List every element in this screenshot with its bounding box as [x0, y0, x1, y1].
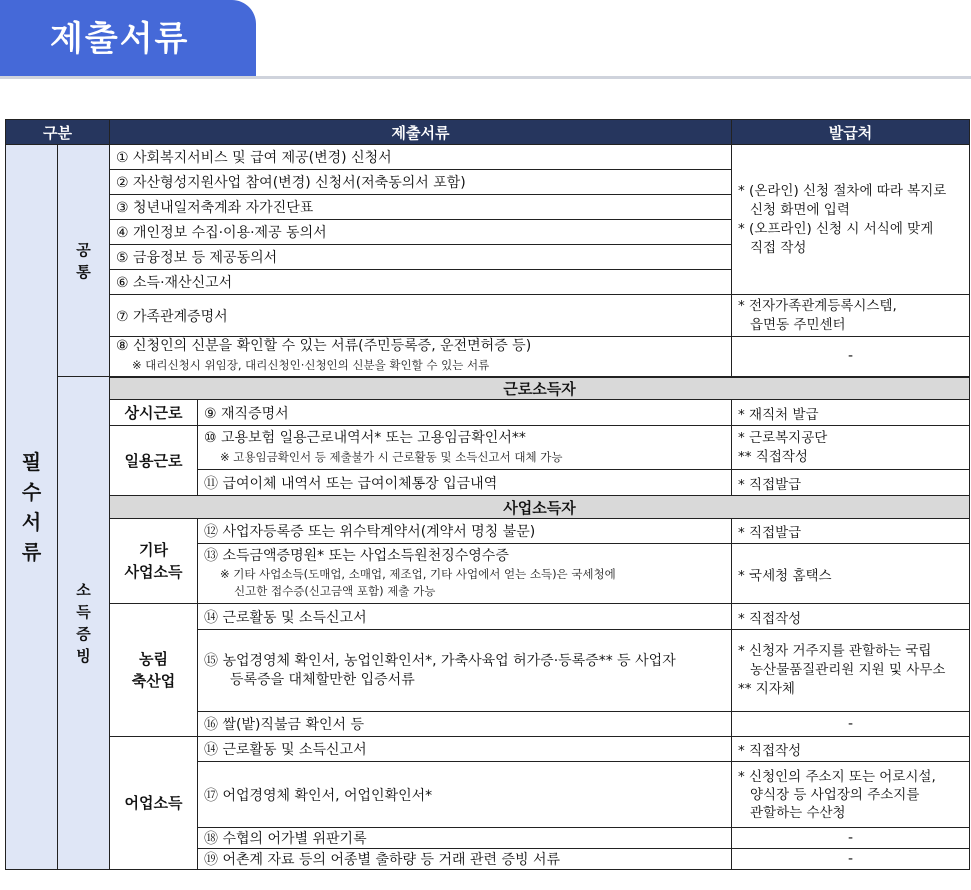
- group-income-proof: 소득증빙: [58, 377, 110, 870]
- doc-17: ⑰ 어업경영체 확인서, 어업인확인서*: [198, 762, 732, 828]
- header-issuer: 발급처: [732, 120, 970, 145]
- issuer-common: * (온라인) 신청 절차에 따라 복지로 신청 화면에 입력 * (오프라인) 신청 시 서식에 맞게 직접 작성: [732, 145, 970, 295]
- issuer-13: * 국세청 홈택스: [732, 544, 970, 604]
- doc-9: ⑨ 재직증명서: [198, 400, 732, 426]
- doc-1: ① 사회복지서비스 및 급여 제공(변경) 신청서: [110, 145, 732, 170]
- issuer-14-agri: * 직접작성: [732, 604, 970, 630]
- doc-16: ⑯ 쌀(밭)직불금 확인서 등: [198, 712, 732, 737]
- doc-15: ⑮ 농업경영체 확인서, 농업인확인서*, 가축사육업 허가증·등록증** 등 사업자 등록증을 대체할만한 입증서류: [198, 630, 732, 712]
- category-other-business: 기타 사업소득: [110, 519, 198, 604]
- documents-table: [5, 119, 970, 870]
- issuer-18: -: [732, 828, 970, 849]
- issuer-11: * 직접발급: [732, 470, 970, 496]
- section-labor-income: 근로소득자: [110, 377, 970, 400]
- doc-4: ④ 개인정보 수집·이용·제공 동의서: [110, 220, 732, 245]
- issuer-17: * 신청인의 주소지 또는 어로시설, 양식장 등 사업장의 주소지를 관할하는 수산청: [732, 762, 970, 828]
- issuer-7: * 전자가족관계등록시스템, 읍면동 주민센터: [732, 295, 970, 337]
- table-header-row: [6, 120, 970, 145]
- doc-13: ⑬ 소득금액증명원* 또는 사업소득원천징수영수증 ※ 기타 사업소득(도매업, 소매업, 제조업, 기타 사업에서 얻는 소득)은 국세청에 신고한 접수증(신고금액 포함) 제출 가능: [198, 544, 732, 604]
- page-title: 제출서류: [0, 0, 256, 78]
- issuer-15: * 신청자 거주지를 관할하는 국립 농산물품질관리원 지원 및 사무소 ** 지자체: [732, 630, 970, 712]
- doc-19: ⑲ 어촌계 자료 등의 어종별 출하량 등 거래 관련 증빙 서류: [198, 849, 732, 870]
- category-fishery: 어업소득: [110, 737, 198, 870]
- title-divider: [0, 76, 971, 79]
- issuer-19: -: [732, 849, 970, 870]
- category-daily: 일용근로: [110, 426, 198, 496]
- doc-14-fish: ⑭ 근로활동 및 소득신고서: [198, 737, 732, 762]
- doc-5: ⑤ 금융정보 등 제공동의서: [110, 245, 732, 270]
- doc-10: ⑩ 고용보험 일용근로내역서* 또는 고용임금확인서** ※ 고용임금확인서 등 제출불가 시 근로활동 및 소득신고서 대체 가능: [198, 426, 732, 470]
- category-agriculture: 농림 축산업: [110, 604, 198, 737]
- table-row: [6, 145, 970, 170]
- issuer-8: -: [732, 337, 970, 377]
- doc-14-agri: ⑭ 근로활동 및 소득신고서: [198, 604, 732, 630]
- doc-18: ⑱ 수협의 어가별 위판기록: [198, 828, 732, 849]
- doc-2: ② 자산형성지원사업 참여(변경) 신청서(저축동의서 포함): [110, 170, 732, 195]
- issuer-12: * 직접발급: [732, 519, 970, 544]
- issuer-10: * 근로복지공단 ** 직접작성: [732, 426, 970, 470]
- issuer-14-fish: * 직접작성: [732, 737, 970, 762]
- doc-6: ⑥ 소득·재산신고서: [110, 270, 732, 295]
- issuer-16: -: [732, 712, 970, 737]
- group-common: 공통: [58, 145, 110, 377]
- header-documents: 제출서류: [110, 120, 732, 145]
- group-required: 필수서류: [6, 145, 58, 870]
- doc-7: ⑦ 가족관계증명서: [110, 295, 732, 337]
- doc-11: ⑪ 급여이체 내역서 또는 급여이체통장 입금내역: [198, 470, 732, 496]
- doc-3: ③ 청년내일저축계좌 자가진단표: [110, 195, 732, 220]
- category-regular: 상시근로: [110, 400, 198, 426]
- doc-12: ⑫ 사업자등록증 또는 위수탁계약서(계약서 명칭 불문): [198, 519, 732, 544]
- section-business-income: 사업소득자: [110, 496, 970, 519]
- header-category: 구분: [6, 120, 110, 145]
- issuer-9: * 재직처 발급: [732, 400, 970, 426]
- doc-8: ⑧ 신청인의 신분을 확인할 수 있는 서류(주민등록증, 운전면허증 등) ※ 대리신청시 위임장, 대리신청인·신청인의 신분을 확인할 수 있는 서류: [110, 337, 732, 377]
